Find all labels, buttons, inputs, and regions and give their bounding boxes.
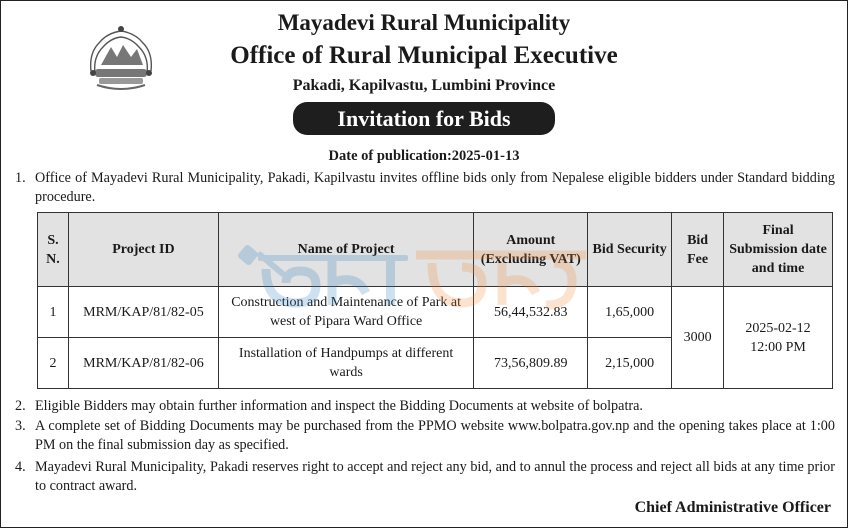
cell-sn: 1 [38,287,69,338]
watermark-logo [236,233,596,323]
header-sn: S. N. [38,213,69,287]
header-bid-fee: Bid Fee [672,213,724,287]
paragraph-3 [15,417,835,455]
paragraph-text: A complete set of Bidding Documents may be purchased from the PPMO website www.bolpatra.gov.np and the opening takes place at 1:00 PM on the final submission day as specified. [35,418,835,453]
office-address: Pakadi, Kapilvastu, Lumbini Province [292,77,556,94]
notice-title: Invitation for Bids [293,102,555,135]
cell-amount: 73,56,809.89 [474,338,588,389]
cell-project-id: MRM/KAP/81/82-05 [68,287,218,338]
cell-project-id: MRM/KAP/81/82-06 [68,338,218,389]
municipality-name: Mayadevi Rural Municipality [277,10,571,35]
cell-project-name: Construction and Maintenance of Park at west of Pipara Ward Office [218,287,473,338]
cell-bid-fee: 3000 [672,287,724,389]
publication-date: Date of publication:2025-01-13 [328,148,520,164]
paragraph-number: 3. [15,418,26,434]
paragraph-number: 2. [15,398,26,414]
header-amount: Amount (Excluding VAT) [474,213,588,287]
paragraph-text: Eligible Bidders may obtain further information and inspect the Bidding Documents at website of bolpatra. [35,398,643,414]
office-name: Office of Rural Municipal Executive [230,42,618,69]
paragraph-1 [15,169,835,207]
signoff: Chief Administrative Officer [634,499,831,516]
paragraph-text: Office of Mayadevi Rural Municipality, Pakadi, Kapilvastu invites offline bids only from Nepalese eligible bidders under Standard bidding procedure. [35,170,835,205]
cell-sn: 2 [38,338,69,389]
final-date: 2025-02-12 [745,320,811,336]
cell-amount: 56,44,532.83 [474,287,588,338]
paragraph-2 [15,397,835,416]
paragraph-number: 4. [15,459,26,475]
paragraph-text: Mayadevi Rural Municipality, Pakadi reserves right to accept and reject any bid, and to annul the process and reject all bids at any time prior to contract award. [35,459,835,494]
cell-project-name: Installation of Handpumps at different wards [218,338,473,389]
paragraph-4 [15,458,835,496]
header-project-id: Project ID [68,213,218,287]
paragraph-number: 1. [15,170,26,186]
final-time: 12:00 PM [750,339,806,355]
cell-final-submission [724,287,833,389]
header-final-submission: Final Submission date and time [724,213,833,287]
header-project-name: Name of Project [218,213,473,287]
header-bid-security: Bid Security [588,213,672,287]
cell-bid-security: 2,15,000 [588,338,672,389]
cell-bid-security: 1,65,000 [588,287,672,338]
